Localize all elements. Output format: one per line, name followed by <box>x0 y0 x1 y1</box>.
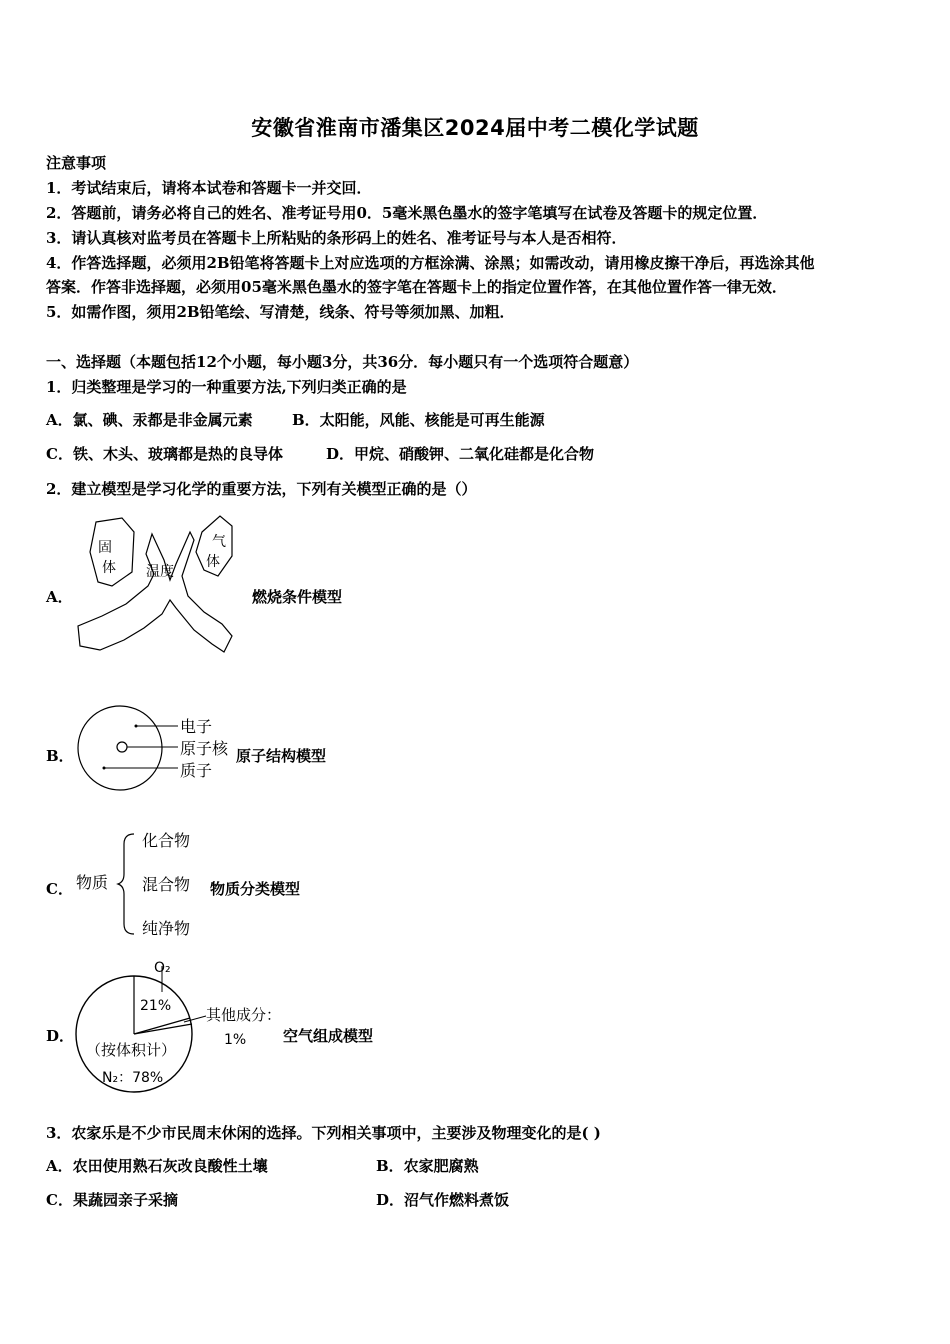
fig-d-o2: O₂ <box>154 960 171 976</box>
fig-d-other-pct: 1% <box>224 1032 247 1048</box>
fig-a-right-1: 气 <box>212 534 226 550</box>
atom-structure-figure <box>72 704 238 792</box>
q2-option-c-letter: C． <box>46 880 73 898</box>
fig-d-n2: N₂：78% <box>102 1070 164 1086</box>
notice-item-1: 1．考试结束后，请将本试卷和答题卡一并交回． <box>46 179 372 197</box>
q3-option-a: A．农田使用熟石灰改良酸性土壤 <box>46 1157 268 1175</box>
q3-option-b: B．农家肥腐熟 <box>376 1157 479 1175</box>
fig-b-label-proton: 质子 <box>180 761 213 780</box>
fig-a-center: 温度 <box>146 564 174 580</box>
fig-d-other: 其他成分： <box>206 1006 282 1024</box>
q1-option-a: A．氯、碘、汞都是非金属元素 <box>46 411 253 429</box>
fig-c-branch-pure: 纯净物 <box>142 919 191 938</box>
matter-classification-figure <box>72 826 202 944</box>
section-heading: 一、选择题（本题包括12个小题，每小题3分，共36分．每小题只有一个选项符合题意） <box>46 353 639 371</box>
q2-option-a-letter: A． <box>46 588 73 606</box>
q2-option-a-caption: 燃烧条件模型 <box>252 588 343 606</box>
fig-a-right-2: 体 <box>206 554 220 570</box>
fig-b-label-electron: 电子 <box>180 717 213 736</box>
notice-item-4: 4．作答选择题，必须用2B铅笔将答题卡上对应选项的方框涂满、涂黑；如需改动，请用橡皮擦干净后，再选涂其他 <box>46 254 815 272</box>
fig-c-branch-compound: 化合物 <box>142 831 191 850</box>
fig-a-left-1: 固 <box>98 540 112 556</box>
page-title: 安徽省淮南市潘集区2024届中考二模化学试题 <box>251 116 699 140</box>
q3-stem: 3．农家乐是不少市民周末休闲的选择。下列相关事项中，主要涉及物理变化的是( ) <box>46 1124 601 1142</box>
q1-option-d: D．甲烷、硝酸钾、二氧化硅都是化合物 <box>326 445 595 463</box>
q2-option-d-letter: D． <box>46 1027 75 1045</box>
q2-option-b-letter: B． <box>46 747 74 765</box>
fire-triangle-figure <box>72 512 242 657</box>
q3-option-c: C．果蔬园亲子采摘 <box>46 1191 178 1209</box>
fig-a-left-2: 体 <box>102 560 116 576</box>
fig-c-root: 物质 <box>76 873 109 892</box>
fig-d-o2-pct: 21% <box>140 998 172 1014</box>
notice-item-5: 5．如需作图，须用2B铅笔绘、写清楚，线条、符号等须加黑、加粗． <box>46 303 515 321</box>
air-composition-pie <box>72 956 284 1096</box>
fig-c-branch-mixture: 混合物 <box>142 875 191 894</box>
notice-heading: 注意事项 <box>46 154 107 172</box>
notice-item-4-cont: 答案．作答非选择题，必须用05毫米黑色墨水的签字笔在答题卡上的指定位置作答，在其他位置作答一律无效． <box>46 278 787 296</box>
q2-option-c-caption: 物质分类模型 <box>210 880 301 898</box>
q3-option-d: D．沼气作燃料煮饭 <box>376 1191 510 1209</box>
fig-b-label-nucleus: 原子核 <box>180 739 229 758</box>
notice-item-2: 2．答题前，请务必将自己的姓名、准考证号用0．5毫米黑色墨水的签字笔填写在试卷及答题卡的规定位置． <box>46 204 768 222</box>
q2-option-b-caption: 原子结构模型 <box>236 747 327 765</box>
q1-option-b: B．太阳能，风能、核能是可再生能源 <box>292 411 545 429</box>
q2-stem: 2．建立模型是学习化学的重要方法，下列有关模型正确的是（） <box>46 480 477 498</box>
notice-item-3: 3．请认真核对监考员在答题卡上所粘贴的条形码上的姓名、准考证号与本人是否相符． <box>46 229 627 247</box>
q2-option-d-caption: 空气组成模型 <box>283 1027 374 1045</box>
q1-stem: 1．归类整理是学习的一种重要方法,下列归类正确的是 <box>46 378 407 396</box>
q1-option-c: C．铁、木头、玻璃都是热的良导体 <box>46 445 283 463</box>
fig-d-basis: （按体积计） <box>86 1041 177 1059</box>
